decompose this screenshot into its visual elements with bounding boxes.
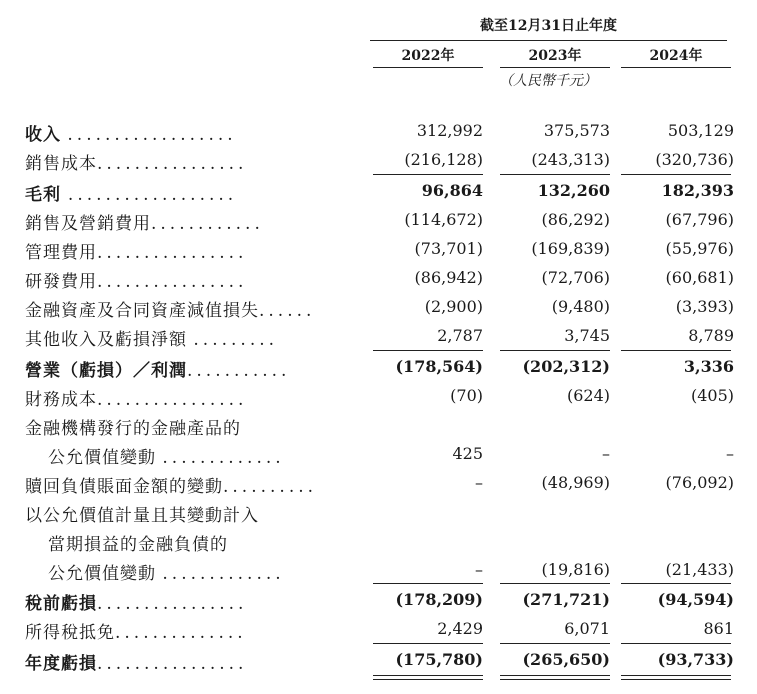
subtotal-rule: [621, 174, 731, 175]
value-2022: (114,672): [404, 210, 483, 229]
value-2022: –: [475, 560, 483, 579]
subtotal-rule: [373, 350, 483, 351]
row-operating-result: [0, 353, 757, 382]
value-2022: (175,780): [395, 650, 483, 669]
subtotal-rule: [621, 583, 731, 584]
value-2022: (178,209): [395, 590, 483, 609]
value-2023: (202,312): [522, 357, 610, 376]
year-2024-header: 2024年: [649, 48, 703, 64]
value-2024: (76,092): [665, 473, 734, 492]
value-2024: (67,796): [665, 210, 734, 229]
total-double-rule: [621, 679, 731, 680]
row-selling-expenses: [0, 206, 757, 235]
value-2023: (72,706): [541, 268, 610, 287]
header-rule: [370, 40, 727, 41]
value-2022: (178,564): [395, 357, 483, 376]
value-2023: (169,839): [531, 239, 610, 258]
value-2024: (21,433): [665, 560, 734, 579]
value-2023: –: [602, 444, 610, 463]
row-fin-products-fv-change: [0, 440, 757, 469]
value-2023: (265,650): [522, 650, 610, 669]
row-loss-for-year: [0, 646, 757, 675]
row-finance-costs: [0, 382, 757, 411]
row-label: 研發費用................: [25, 272, 248, 292]
row-fin-products-heading: [0, 411, 757, 440]
row-fvtpl-heading-2: [0, 527, 757, 556]
row-label: 管理費用................: [25, 243, 248, 263]
row-label: 年度虧損................: [25, 654, 248, 674]
value-2024: (405): [690, 386, 734, 405]
row-admin-expenses: [0, 235, 757, 264]
row-label: 營業（虧損）／利潤...........: [25, 361, 291, 381]
subtotal-rule: [621, 350, 731, 351]
row-income-tax-credit: [0, 615, 757, 644]
subtotal-rule: [500, 643, 610, 644]
value-2024: 8,789: [688, 326, 734, 345]
row-rd-expenses: [0, 264, 757, 293]
row-label: 所得稅抵免..............: [25, 623, 247, 643]
subtotal-rule: [373, 643, 483, 644]
row-redemption-liability: [0, 469, 757, 498]
period-header: 截至12月31日止年度: [480, 18, 617, 34]
value-2023: 6,071: [564, 619, 610, 638]
value-2023: 375,573: [543, 121, 610, 140]
row-other-income: [0, 322, 757, 351]
value-2023: 132,260: [537, 181, 610, 200]
subtotal-rule: [373, 583, 483, 584]
row-label: 公允價值變動 .............: [48, 564, 285, 584]
row-label: 銷售成本................: [25, 154, 248, 174]
subtotal-rule: [373, 174, 483, 175]
value-2023: (48,969): [541, 473, 610, 492]
value-2023: (624): [566, 386, 610, 405]
total-double-rule: [373, 679, 483, 680]
total-double-rule: [500, 679, 610, 680]
row-loss-before-tax: [0, 586, 757, 615]
unit-label: （人民幣千元）: [499, 73, 597, 89]
value-2022: (216,128): [404, 150, 483, 169]
total-double-rule: [621, 675, 731, 676]
year-2023-header: 2023年: [528, 48, 582, 64]
row-label: 銷售及營銷費用............: [25, 214, 264, 234]
value-2024: 503,129: [667, 121, 734, 140]
year-rule: [373, 67, 483, 68]
subtotal-rule: [500, 350, 610, 351]
value-2024: (320,736): [655, 150, 734, 169]
value-2024: 3,336: [683, 357, 734, 376]
row-cost-of-sales: [0, 146, 757, 175]
value-2022: 96,864: [421, 181, 483, 200]
row-fvtpl-fv-change: [0, 556, 757, 585]
row-label: 金融機構發行的金融產品的: [25, 419, 241, 439]
value-2024: –: [726, 444, 734, 463]
row-label: 公允價值變動 .............: [48, 448, 285, 468]
value-2022: –: [475, 473, 483, 492]
row-label: 以公允價值計量且其變動計入: [25, 506, 259, 526]
value-2022: (73,701): [414, 239, 483, 258]
row-label: 收入 ..................: [25, 125, 237, 145]
row-label: 贖回負債賬面金額的變動..........: [25, 477, 318, 497]
subtotal-rule: [500, 174, 610, 175]
row-gross-profit: [0, 177, 757, 206]
row-label: 稅前虧損................: [25, 594, 248, 614]
year-rule: [500, 67, 610, 68]
value-2022: 2,429: [437, 619, 483, 638]
year-2022-header: 2022年: [401, 48, 455, 64]
value-2024: (60,681): [665, 268, 734, 287]
value-2024: (94,594): [657, 590, 734, 609]
value-2023: (243,313): [531, 150, 610, 169]
value-2024: (3,393): [675, 297, 734, 316]
value-2022: 312,992: [416, 121, 483, 140]
value-2024: 861: [703, 619, 734, 638]
value-2022: (70): [450, 386, 483, 405]
value-2023: 3,745: [564, 326, 610, 345]
value-2023: (19,816): [541, 560, 610, 579]
value-2022: (86,942): [414, 268, 483, 287]
row-label: 金融資產及合同資產減值損失......: [25, 301, 316, 321]
year-rule: [621, 67, 731, 68]
subtotal-rule: [500, 583, 610, 584]
value-2024: (55,976): [665, 239, 734, 258]
row-impairment-losses: [0, 293, 757, 322]
value-2024: 182,393: [661, 181, 734, 200]
value-2023: (9,480): [551, 297, 610, 316]
value-2022: (2,900): [424, 297, 483, 316]
row-revenue: [0, 117, 757, 146]
row-label: 其他收入及虧損淨額 .........: [25, 330, 279, 350]
total-double-rule: [500, 675, 610, 676]
row-label: 財務成本................: [25, 390, 248, 410]
value-2023: (86,292): [541, 210, 610, 229]
subtotal-rule: [621, 643, 731, 644]
row-label: 當期損益的金融負債的: [48, 535, 228, 555]
row-label: 毛利 ..................: [25, 185, 238, 205]
value-2022: 425: [452, 444, 483, 463]
value-2024: (93,733): [657, 650, 734, 669]
row-fvtpl-heading-1: [0, 498, 757, 527]
total-double-rule: [373, 675, 483, 676]
value-2023: (271,721): [522, 590, 610, 609]
value-2022: 2,787: [437, 326, 483, 345]
